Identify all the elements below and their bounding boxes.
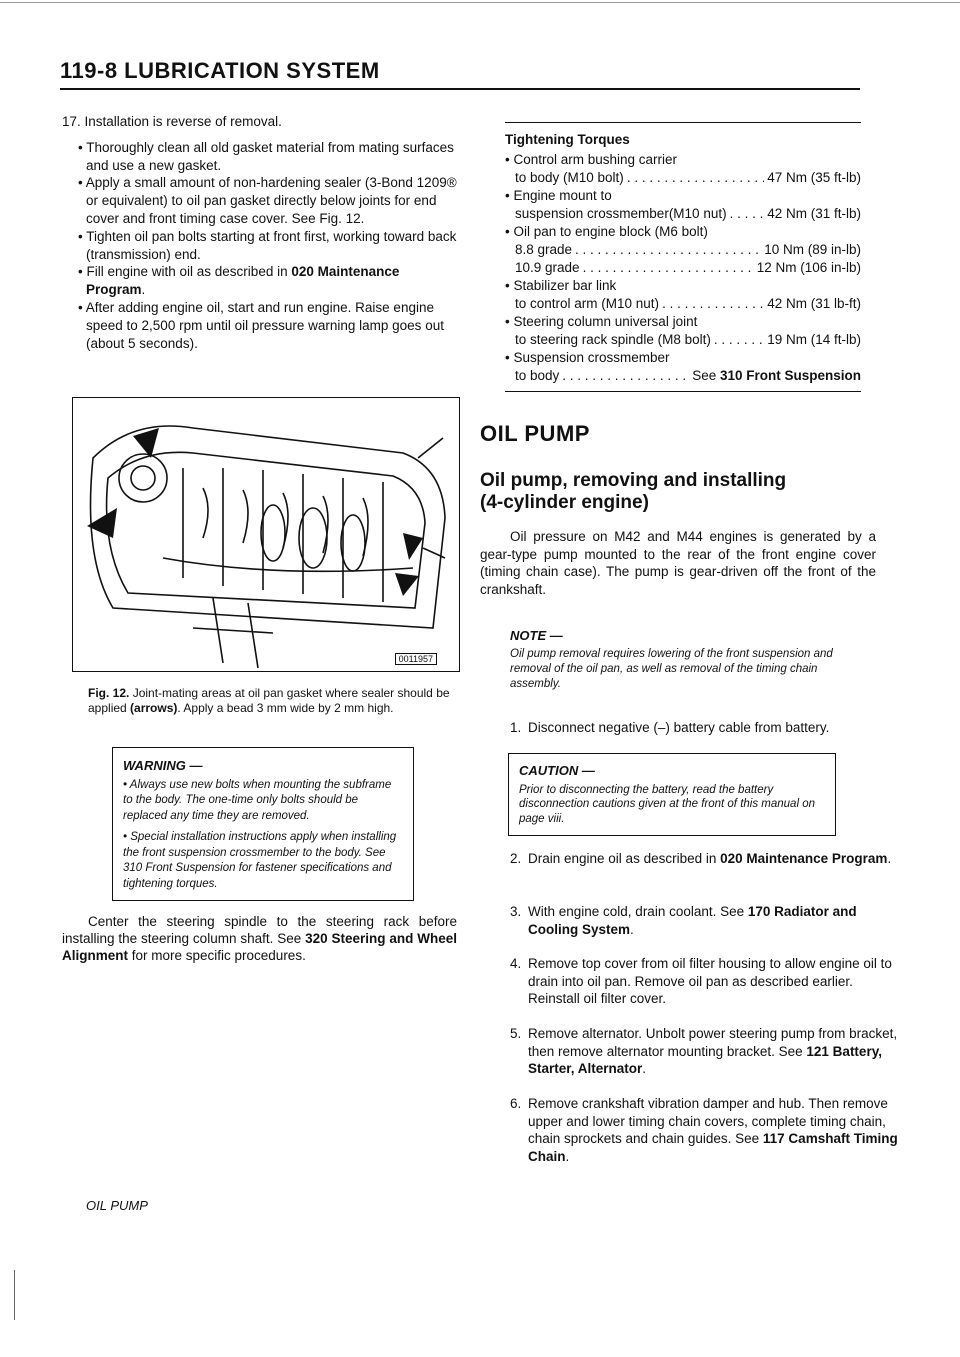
torque-list — [505, 151, 861, 385]
torque-spec-line — [505, 205, 861, 223]
torque-item: • Engine mount to suspension crossmember(M10 nut) . . . 42 Nm (31 ft-lb) — [505, 187, 861, 223]
sub-title: Oil pump, removing and installing (4-cylinder engine) — [480, 470, 787, 513]
note-title: NOTE — — [510, 628, 563, 643]
removal-step-1: 1. Disconnect negative (–) battery cable from battery. — [510, 720, 830, 735]
torque-top-rule — [505, 122, 861, 123]
warning-box — [112, 747, 414, 901]
torque-spec-text: to body (M10 bolt) — [515, 170, 624, 185]
warning-title: WARNING — — [123, 758, 203, 773]
margin-mark — [14, 1270, 15, 1320]
torque-item: • Control arm bushing carrier to body (M10 bolt) . . . 47 Nm (35 ft-lb) — [505, 151, 861, 187]
removal-step-4: 4. Remove top cover from oil filter housing to allow engine oil to drain into oil pan. Remove oil pan as described earlier. Reinstall oil filter cover. — [510, 956, 892, 1006]
removal-step-3: 3. With engine cold, drain coolant. See 170 Radiator and Cooling System. — [510, 904, 857, 937]
torque-item-label: Steering column universal joint — [513, 314, 698, 329]
torque-spec-text: to steering rack spindle (M8 bolt) — [515, 332, 711, 347]
warning-item: • Always use new bolts when mounting the subframe to the body. The one-time only bolts should be replaced any time they are removed. — [123, 778, 392, 822]
bullet-item: • Fill engine with oil as described in 020 Maintenance Program. — [78, 264, 400, 298]
figure-id-label: 0011957 — [395, 653, 437, 665]
torque-item-label: Stabilizer bar link — [513, 278, 617, 293]
engine-underside-illustration — [73, 398, 460, 672]
torque-spec-line — [505, 259, 861, 277]
torque-spec-text: to body — [515, 368, 560, 383]
figure-12-oil-pan-gasket — [72, 397, 460, 672]
torque-item: • Suspension crossmember to body . . . See 310 Front Suspension — [505, 349, 861, 385]
page-top-rule — [0, 2, 960, 3]
torque-spec-value: 10 Nm (89 in-lb) — [764, 242, 861, 257]
torque-spec-value: 42 Nm (31 lb-ft) — [767, 296, 861, 311]
bullet-item: • Apply a small amount of non-hardening sealer (3-Bond 1209® or equivalent) to oil pan gasket directly below joints for end cover and front timing case cover. See Fig. 12. — [78, 175, 457, 226]
torque-spec-line — [505, 295, 861, 313]
section-title: OIL PUMP — [480, 421, 590, 446]
torque-spec-line — [505, 367, 861, 385]
bullet-item: • After adding engine oil, start and run engine. Raise engine speed to 2,500 rpm until oil pressure warning lamp goes out (about 5 seconds). — [78, 299, 444, 351]
bullet-item: • Tighten oil pan bolts starting at front first, working toward back (transmission) end. — [78, 228, 457, 262]
torque-spec-line — [505, 169, 861, 187]
torque-spec-text: 8.8 grade — [515, 242, 573, 257]
torque-spec-line — [505, 331, 861, 349]
torque-item: • Stabilizer bar link to control arm (M10 nut) . . . 42 Nm (31 lb-ft) — [505, 277, 861, 313]
page-footer: OIL PUMP — [86, 1198, 148, 1213]
warning-item: • Special installation instructions apply when installing the front suspension crossmember to the body. See 310 Front Suspension for fastener specifications and tightening torques. — [123, 831, 397, 890]
torque-spec-value: 12 Nm (106 in-lb) — [756, 260, 861, 275]
torque-item-label: Oil pan to engine block (M6 bolt) — [513, 224, 708, 239]
header-rule — [60, 88, 860, 90]
removal-step-2: 2. Drain engine oil as described in 020 Maintenance Program. — [510, 851, 892, 866]
removal-step-5: 5. Remove alternator. Unbolt power steering pump from bracket, then remove alternator mounting bracket. See 121 Battery, Starter, Alternator. — [510, 1026, 898, 1076]
torque-spec-value: See 310 Front Suspension — [692, 368, 861, 383]
torque-spec-text: 10.9 grade — [515, 260, 580, 275]
intro-paragraph: Oil pressure on M42 and M44 engines is generated by a gear-type pump mounted to the rear of the front engine cover (timing chain case). The pump is gear-driven off the front of the crankshaft. — [480, 529, 876, 597]
figure-caption: Fig. 12. Joint-mating areas at oil pan gasket where sealer should be applied (arrows). Apply a bead 3 mm wide by 2 mm high. — [88, 686, 450, 715]
torque-title: Tightening Torques — [505, 132, 630, 147]
removal-step-6: 6. Remove crankshaft vibration damper and hub. Then remove upper and lower timing chain covers, complete timing chain, chain sprockets and chain guides. See 117 Camshaft Timing Chain. — [510, 1096, 898, 1164]
torque-item-label: Suspension crossmember — [513, 350, 670, 365]
bullet-item: • Thoroughly clean all old gasket material from mating surfaces and use a new gasket. — [78, 139, 454, 173]
note-text: Oil pump removal requires lowering of the front suspension and removal of the oil pan, as well as removal of the timing chain assembly. — [510, 648, 833, 690]
tightening-torques-box — [505, 122, 861, 392]
torque-item: • Oil pan to engine block (M6 bolt) 8.8 grade . . . 10 Nm (89 in-lb) 10.9 grade . . . 12 Nm (106 in-lb) — [505, 223, 861, 277]
caution-title: CAUTION — — [519, 763, 595, 778]
torque-item: • Steering column universal joint to steering rack spindle (M8 bolt) . . . 19 Nm (14 ft-lb) — [505, 313, 861, 349]
torque-spec-value: 42 Nm (31 ft-lb) — [767, 206, 861, 221]
note-box — [510, 628, 850, 692]
torque-spec-value: 19 Nm (14 ft-lb) — [767, 332, 861, 347]
step-17: 17. Installation is reverse of removal. — [62, 114, 282, 129]
torque-item-label: Control arm bushing carrier — [513, 152, 678, 167]
torque-spec-line — [505, 241, 861, 259]
caution-box — [508, 753, 836, 836]
torque-spec-text: suspension crossmember(M10 nut) — [515, 206, 727, 221]
installation-steps — [62, 113, 462, 352]
torque-spec-text: to control arm (M10 nut) — [515, 296, 660, 311]
torque-spec-value: 47 Nm (35 ft-lb) — [767, 170, 861, 185]
caution-text: Prior to disconnecting the battery, read the battery disconnection cautions given at the front of this manual on page viii. — [519, 783, 815, 825]
page-header-title: 119-8 LUBRICATION SYSTEM — [60, 58, 380, 83]
torque-bottom-rule — [505, 391, 861, 392]
steering-spindle-paragraph: Center the steering spindle to the steering rack before installing the steering column shaft. See 320 Steering and Wheel Alignment for more specific procedures. — [62, 914, 458, 963]
torque-item-label: Engine mount to — [513, 188, 612, 203]
